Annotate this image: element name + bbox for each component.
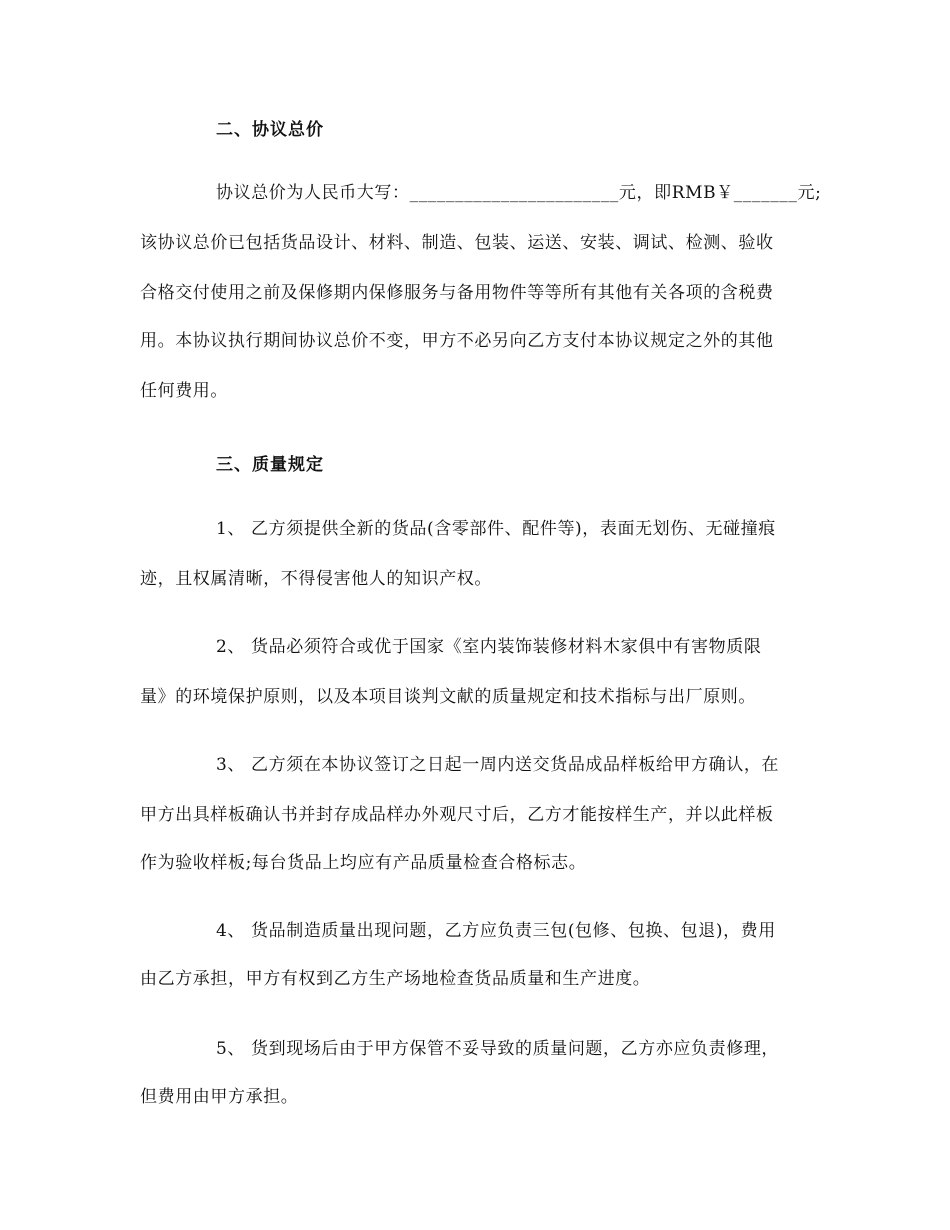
list-item-line: 3、 乙方须在本协议签订之日起一周内送交货品成品样板给甲方确认，在 (216, 755, 780, 775)
list-item-line: 4、 货品制造质量出现问题，乙方应负责三包(包修、包换、包退)，费用 (216, 921, 776, 941)
list-item-line: 由乙方承担，甲方有权到乙方生产场地检查货品质量和生产进度。 (140, 969, 651, 989)
paragraph-line: 合格交付使用之前及保修期内保修服务与备用物件等等所有其他有关各项的含税费 (140, 283, 774, 303)
list-item-line: 5、 货到现场后由于甲方保管不妥导致的质量问题，乙方亦应负责修理， (216, 1039, 780, 1059)
paragraph-line: 该协议总价已包括货品设计、材料、制造、包装、运送、安装、调试、检测、验收 (140, 233, 774, 253)
paragraph-line: 任何费用。 (140, 381, 228, 401)
list-item-line: 甲方出具样板确认书并封存成品样办外观尺寸后，乙方才能按样生产，并以此样板 (140, 805, 774, 825)
list-item-line: 2、 货品必须符合或优于国家《室内装饰装修材料木家俱中有害物质限 (216, 637, 762, 657)
list-item-line: 但费用由甲方承担。 (140, 1087, 299, 1107)
paragraph-line: 用。本协议执行期间协议总价不变，甲方不必另向乙方支付本协议规定之外的其他 (140, 331, 774, 351)
list-item-line: 作为验收样板;每台货品上均应有产品质量检查合格标志。 (140, 853, 587, 873)
paragraph-line: 协议总价为人民币大写：_______________________元，即RMB￥_______元; (216, 183, 822, 203)
list-item-line: 迹，且权属清晰，不得侵害他人的知识产权。 (140, 569, 492, 589)
list-item-line: 量》的环境保护原则，以及本项目谈判文献的质量规定和技术指标与出厂原则。 (140, 687, 756, 707)
section-heading-total-price: 二、协议总价 (216, 120, 324, 140)
section-heading-quality: 三、质量规定 (216, 455, 324, 475)
list-item-line: 1、 乙方须提供全新的货品(含零部件、配件等)，表面无划伤、无碰撞痕 (216, 519, 776, 539)
